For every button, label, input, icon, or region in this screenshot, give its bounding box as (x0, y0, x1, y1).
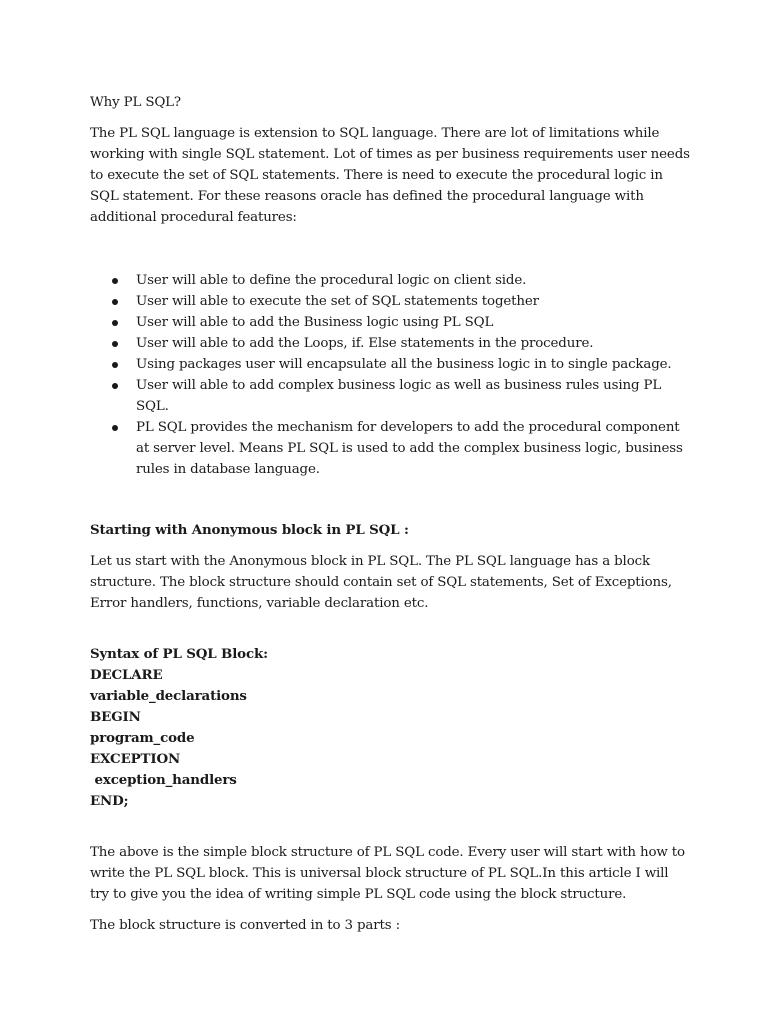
list-item-text: User will able to execute the set of SQL statements together (136, 294, 539, 309)
bullet-icon (112, 425, 118, 431)
anonymous-block-paragraph: Let us start with the Anonymous block in PL SQL. The PL SQL language has a block structure. The block structure should contain set of SQL statements, Set of Exceptions, Error handlers, functions, variable declaration etc. (90, 554, 672, 611)
bullet-icon (112, 299, 118, 305)
list-item-text: User will able to add complex business logic as well as business rules using PL SQL. (136, 378, 662, 414)
syntax-block (90, 644, 690, 812)
list-item-text: PL SQL provides the mechanism for developers to add the procedural component at server level. Means PL SQL is used to add the complex business logic, business rules in database language. (136, 420, 683, 477)
syntax-line: EXCEPTION (90, 751, 181, 767)
syntax-line: BEGIN (90, 709, 141, 725)
syntax-line: END; (90, 793, 129, 809)
list-item-text: User will able to add the Loops, if. Else statements in the procedure. (136, 336, 594, 351)
list-item (90, 333, 690, 354)
bullet-icon (112, 341, 118, 347)
list-item-text: User will able to add the Business logic using PL SQL (136, 315, 494, 330)
bullet-icon (112, 383, 118, 389)
intro-paragraph: The PL SQL language is extension to SQL language. There are lot of limitations while working with single SQL statement. Lot of times as per business requirements user needs to execute the set of SQL statements. There is need to execute the procedural logic in SQL statement. For these reasons oracle has defined the procedural language with additional procedural features: (90, 126, 690, 225)
list-item (90, 417, 690, 480)
document-title: Why PL SQL? (90, 95, 181, 110)
list-item (90, 375, 690, 417)
bullet-icon (112, 362, 118, 368)
syntax-line: DECLARE (90, 667, 163, 683)
list-item (90, 354, 690, 375)
list-item (90, 270, 690, 291)
document-page (90, 92, 690, 936)
block-structure-paragraph: The above is the simple block structure of PL SQL code. Every user will start with how to write the PL SQL block. This is universal block structure of PL SQL.In this article I will try to give you the idea of writing simple PL SQL code using the block structure. (90, 845, 685, 902)
syntax-heading: Syntax of PL SQL Block: (90, 646, 268, 662)
parts-intro-line: The block structure is converted in to 3 parts : (90, 918, 400, 933)
bullet-icon (112, 278, 118, 284)
list-item-text: Using packages user will encapsulate all the business logic in to single package. (136, 357, 672, 372)
list-item-text: User will able to define the procedural logic on client side. (136, 273, 527, 288)
list-item (90, 291, 690, 312)
bullet-icon (112, 320, 118, 326)
syntax-line: exception_handlers (90, 772, 237, 788)
section-heading: Starting with Anonymous block in PL SQL : (90, 522, 409, 538)
syntax-line: variable_declarations (90, 688, 247, 704)
list-item (90, 312, 690, 333)
syntax-line: program_code (90, 730, 195, 746)
feature-list (90, 270, 690, 480)
